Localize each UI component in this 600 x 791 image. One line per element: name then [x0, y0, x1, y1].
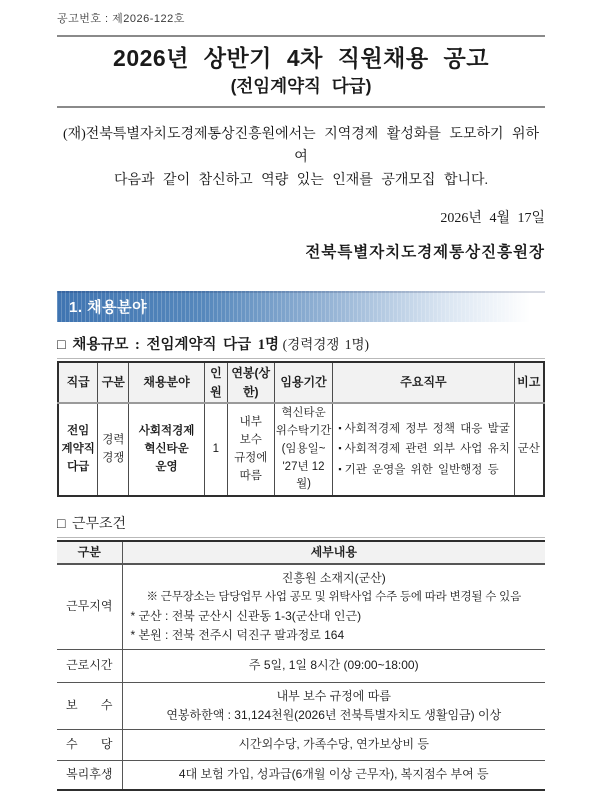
square-bullet-icon: ▪ [338, 422, 342, 433]
cell-field: 사회적경제 혁신타운 운영 [129, 403, 205, 496]
detail-welfare: 4대 보험 가입, 성과급(6개월 이상 근무자), 복지점수 부여 등 [122, 760, 545, 790]
title-box [57, 35, 545, 108]
recruitment-table-header-row [58, 362, 544, 403]
table-top-rule [57, 537, 545, 538]
duty-item: ▪ 기관 운영을 위한 일반행정 등 [338, 460, 511, 481]
recruitment-scale [57, 333, 545, 354]
page-subtitle: (전임계약직 다급) [230, 76, 372, 96]
label-work-area: 근무지역 [57, 564, 122, 649]
work-conditions-table [57, 540, 545, 791]
label-welfare: 복리후생 [57, 760, 122, 790]
cell-type: 경력 경쟁 [98, 403, 129, 496]
col-header-count: 인원 [204, 362, 227, 403]
recruitment-scale-main: □ 채용규모 : 전임계약직 다급 1명 [57, 337, 280, 353]
cell-grade: 전임 계약직 다급 [58, 403, 98, 496]
detail-pay: 내부 보수 규정에 따름 연봉하한액 : 31,124천원(2026년 전북특별자치도 생활임금) 이상 [122, 682, 545, 729]
col-header-grade: 직급 [58, 362, 98, 403]
col-header-period: 임용기간 [274, 362, 333, 403]
announcement-date: 2026년 4월 17일 [440, 211, 545, 226]
recruitment-table-row [58, 403, 544, 496]
label-work-hours: 근로시간 [57, 649, 122, 682]
row-work-hours [57, 649, 545, 682]
cell-note: 군산 [514, 403, 544, 496]
work-table-header-row [57, 541, 545, 564]
col-header-field: 채용분야 [129, 362, 205, 403]
row-allowance [57, 729, 545, 760]
row-work-area [57, 564, 545, 649]
cell-duties [333, 403, 514, 496]
issuer-signature: 전북특별자치도경제통상진흥원장 [305, 244, 545, 261]
cell-salary: 내부 보수 규정에 따름 [227, 403, 274, 496]
section-banner-title: 1. 채용분야 [69, 299, 148, 316]
detail-work-hours: 주 5일, 1일 8시간 (09:00~18:00) [122, 649, 545, 682]
detail-work-area: 진흥원 소재지(군산) ※ 근무장소는 담당업무 사업 공모 및 위탁사업 수주 등에 따라 변경될 수 있음 * 군산 : 전북 군산시 신관동 1-3(군산대 인근) * 본원 : 전북 전주시 덕진구 팔과정로 164 [122, 564, 545, 649]
table-top-rule [57, 358, 545, 359]
square-bullet-icon: ▪ [338, 443, 342, 454]
col-header-details: 세부내용 [122, 541, 545, 564]
section-banner-recruitment [57, 291, 545, 322]
row-welfare [57, 760, 545, 790]
square-bullet-icon: ▪ [338, 464, 342, 475]
label-allowance: 수 당 [57, 729, 122, 760]
intro-paragraph [57, 123, 545, 192]
notice-number: 공고번호 : 제2026-122호 [57, 13, 185, 25]
detail-allowance: 시간외수당, 가족수당, 연가보상비 등 [122, 729, 545, 760]
recruitment-scale-detail: (경력경쟁 1명) [282, 337, 369, 352]
intro-line-2: 다음과 같이 참신하고 역량 있는 인재를 공개모집 합니다. [113, 173, 489, 188]
col-header-note: 비고 [514, 362, 544, 403]
intro-line-1: (재)전북특별자치도경제통상진흥원에서는 지역경제 활성화를 도모하기 위하여 [62, 127, 540, 165]
col-header-salary: 연봉(상한) [227, 362, 274, 403]
page-title: 2026년 상반기 4차 직원채용 공고 [113, 45, 489, 71]
recruitment-table [57, 361, 545, 497]
label-pay: 보 수 [57, 682, 122, 729]
cell-count: 1 [204, 403, 227, 496]
duty-item: ▪ 사회적경제 관련 외부 사업 유치 [338, 439, 511, 460]
duty-item: ▪ 사회적경제 정부 정책 대응 발굴 [338, 419, 511, 440]
work-conditions-title: □ 근무조건 [57, 517, 127, 533]
col-header-category: 구분 [57, 541, 122, 564]
col-header-type: 구분 [98, 362, 129, 403]
cell-period: 혁신타운 위수탁기간 (임용일~ '27년 12월) [274, 403, 333, 496]
row-pay [57, 682, 545, 729]
col-header-duties: 주요직무 [333, 362, 514, 403]
